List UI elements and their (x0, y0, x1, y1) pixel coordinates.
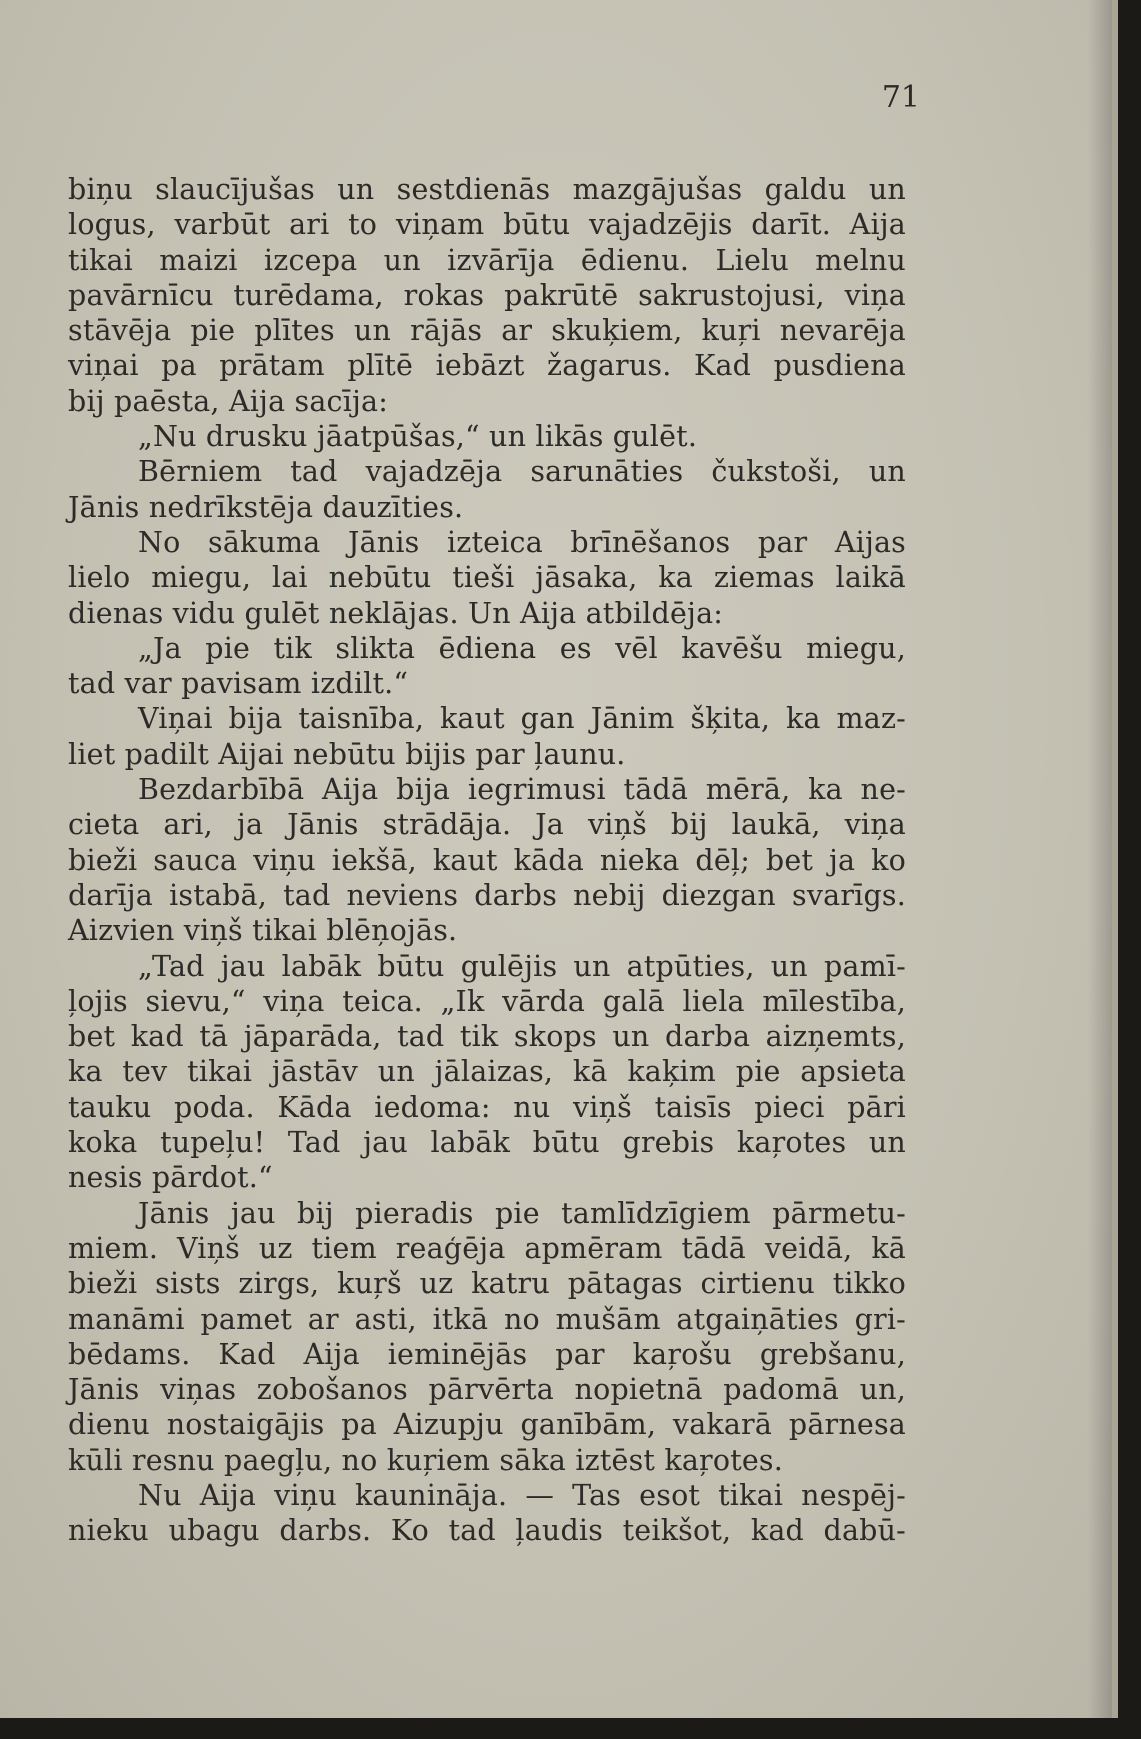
text-line: nesis pārdot.“ (68, 1161, 273, 1195)
text-line: bieži sauca viņu iekšā, kaut kāda nieka dēļ; bet ja ko (68, 843, 906, 877)
text-line: logus, varbūt ari to viņam būtu vajadzējis darīt. Aija (68, 208, 906, 242)
text-line: kūli resnu paegļu, no kuŗiem sāka iztēst kaŗotes. (68, 1443, 783, 1477)
text-line: Bezdarbībā Aija bija iegrimusi tādā mērā, ka ne- (138, 773, 906, 807)
text-line: tikai maizi izcepa un izvārīja ēdienu. Lielu melnu (68, 243, 906, 277)
body-text (68, 172, 906, 1549)
text-line: darīja istabā, tad neviens darbs nebij diezgan svarīgs. (68, 878, 906, 912)
page-edge-shadow (1088, 0, 1112, 1718)
text-line: „Ja pie tik slikta ēdiena es vēl kavēšu miegu, (138, 631, 906, 665)
text-line: viņai pa prātam plītē iebāzt žagarus. Kad pusdiena (68, 349, 906, 383)
text-line: biņu slaucījušas un sestdienās mazgājušas galdu un (68, 173, 906, 206)
text-line: liet padilt Aijai nebūtu bijis par ļaunu. (68, 737, 626, 771)
text-line: pavārnīcu turēdama, rokas pakrūtē sakrustojusi, viņa (68, 278, 906, 312)
text-line: bet kad tā jāparāda, tad tik skops un darba aizņemts, (68, 1020, 906, 1054)
text-line: No sākuma Jānis izteica brīnēšanos par Aijas (138, 525, 906, 559)
text-line: Jānis jau bij pieradis pie tamlīdzīgiem pārmetu- (138, 1196, 906, 1230)
text-line: bij paēsta, Aija sacīja: (68, 384, 389, 418)
text-line: miem. Viņš uz tiem reaģēja apmēram tādā veidā, kā (68, 1231, 906, 1265)
text-line: Jānis viņas zobošanos pārvērta nopietnā padomā un, (68, 1373, 906, 1407)
text-line: Nu Aija viņu kaunināja. — Tas esot tikai nespēj- (138, 1478, 906, 1512)
text-line: koka tupeļu! Tad jau labāk būtu grebis kaŗotes un (68, 1126, 906, 1160)
text-line: ka tev tikai jāstāv un jālaizas, kā kaķim pie apsieta (68, 1055, 906, 1089)
text-line: bēdams. Kad Aija ieminējās par kaŗošu grebšanu, (68, 1337, 906, 1371)
text-line: lielo miegu, lai nebūtu tieši jāsaka, ka ziemas laikā (68, 561, 906, 595)
text-line: ļojis sievu,“ viņa teica. „Ik vārda galā liela mīlestība, (68, 984, 906, 1018)
text-line: Aizvien viņš tikai blēņojās. (68, 914, 458, 948)
page-number: 71 (881, 80, 920, 115)
text-line: „Tad jau labāk būtu gulējis un atpūties, un pamī- (138, 949, 906, 983)
text-line: bieži sists zirgs, kuŗš uz katru pātagas cirtienu tikko (68, 1267, 906, 1301)
text-line: „Nu drusku jāatpūšas,“ un likās gulēt. (138, 420, 698, 454)
text-line: stāvēja pie plītes un rājās ar skuķiem, kuŗi nevarēja (68, 314, 906, 348)
text-line: cieta ari, ja Jānis strādāja. Ja viņš bij laukā, viņa (68, 808, 906, 842)
text-line: Jānis nedrīkstēja dauzīties. (68, 490, 464, 524)
text-line: tad var pavisam izdilt.“ (68, 667, 409, 701)
text-line: Bērniem tad vajadzēja sarunāties čukstoši, un (138, 455, 906, 489)
text-line: Viņai bija taisnība, kaut gan Jānim šķita, ka maz- (138, 702, 906, 736)
text-line: tauku poda. Kāda iedoma: nu viņš taisīs pieci pāri (68, 1090, 906, 1124)
text-line: nieku ubagu darbs. Ko tad ļaudis teikšot, kad dabū- (68, 1514, 906, 1548)
text-line: dienu nostaigājis pa Aizupju ganībām, vakarā pārnesa (68, 1408, 906, 1442)
text-line: manāmi pamet ar asti, itkā no mušām atgaiņāties gri- (68, 1302, 906, 1336)
text-line: dienas vidu gulēt neklājas. Un Aija atbildēja: (68, 596, 724, 630)
